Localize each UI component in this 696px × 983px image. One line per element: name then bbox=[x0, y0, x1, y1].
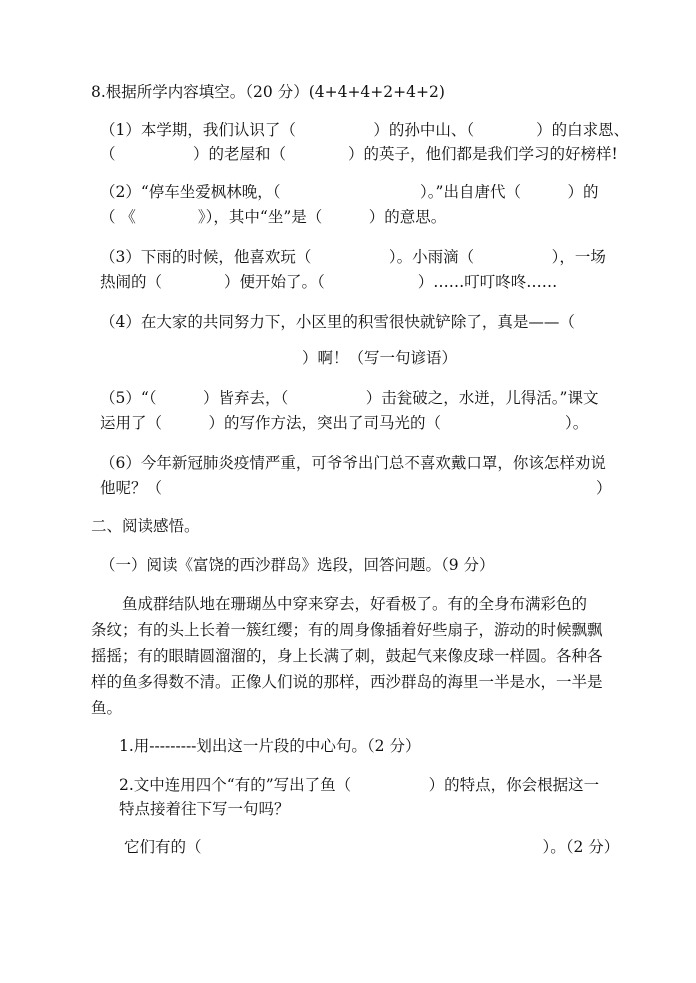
q8-item-2-line-2: （ 《 》），其中“坐”是（ ）的意思。 bbox=[100, 208, 447, 226]
q8-item-6-line-1: （6）今年新冠肺炎疫情严重，可爷爷出门总不喜欢戴口罩，你该怎样劝说 bbox=[100, 454, 606, 472]
q8-item-2-line-1: （2）“停车坐爱枫林晚，（ ）。”出自唐代（ ）的 bbox=[100, 183, 599, 201]
q8-item-3-line-2: 热闹的（ ）便开始了。（ ）……叮叮咚咚…… bbox=[100, 273, 558, 291]
q8-item-1-line-1: （1）本学期，我们认识了（ ）的孙中山、（ ）的白求恩、 bbox=[100, 121, 630, 139]
reading-question-2-line-2: 特点接着往下写一句吗？ bbox=[119, 800, 290, 818]
q8-item-5-line-2: 运用了（ ）的写作方法，突出了司马光的（ ）。 bbox=[100, 414, 589, 432]
passage-line-4: 样的鱼多得数不清。正像人们说的那样，西沙群岛的海里一半是水，一半是 bbox=[91, 673, 603, 691]
q8-item-4-line-2: ）啊！（写一句谚语） bbox=[302, 349, 458, 367]
reading-question-2-line-1: 2.文中连用四个“有的”写出了鱼（ ）的特点，你会根据这一 bbox=[119, 776, 600, 794]
q8-item-1-line-2: （ ）的老屋和（ ）的英子，他们都是我们学习的好榜样! bbox=[100, 145, 618, 163]
passage-line-3: 摇摇；有的眼睛圆溜溜的，身上长满了刺，鼓起气来像皮球一样圆。各种各 bbox=[91, 647, 603, 665]
reading-question-2-answer-line: 它们有的（ ）。（2 分） bbox=[124, 838, 620, 856]
reading-question-1: 1.用---------划出这一片段的中心句。（2 分） bbox=[119, 737, 421, 755]
q8-item-3-line-1: （3）下雨的时候，他喜欢玩（ ）。小雨滴（ ），一场 bbox=[100, 248, 606, 266]
q8-item-6-line-2: 他呢？（ ） bbox=[100, 479, 612, 497]
passage-line-2: 条纹；有的头上长着一簇红缨；有的周身像插着好些扇子，游动的时候飘飘 bbox=[91, 621, 603, 639]
q8-item-5-line-1: （5）“（ ）皆弃去，（ ）击瓮破之，水迸，儿得活。”课文 bbox=[100, 389, 599, 407]
reading-1-heading: （一）阅读《富饶的西沙群岛》选段，回答问题。（9 分） bbox=[100, 556, 495, 574]
q8-item-4-line-1: （4）在大家的共同努力下，小区里的积雪很快就铲除了，真是——（ bbox=[100, 313, 575, 331]
section-2-heading: 二、阅读感悟。 bbox=[91, 517, 200, 535]
passage-line-1: 鱼成群结队地在珊瑚丛中穿来穿去，好看极了。有的全身布满彩色的 bbox=[91, 595, 588, 613]
passage-line-5: 鱼。 bbox=[91, 699, 123, 717]
q8-title: 8.根据所学内容填空。（20 分）(4+4+4+2+4+2) bbox=[91, 83, 445, 101]
